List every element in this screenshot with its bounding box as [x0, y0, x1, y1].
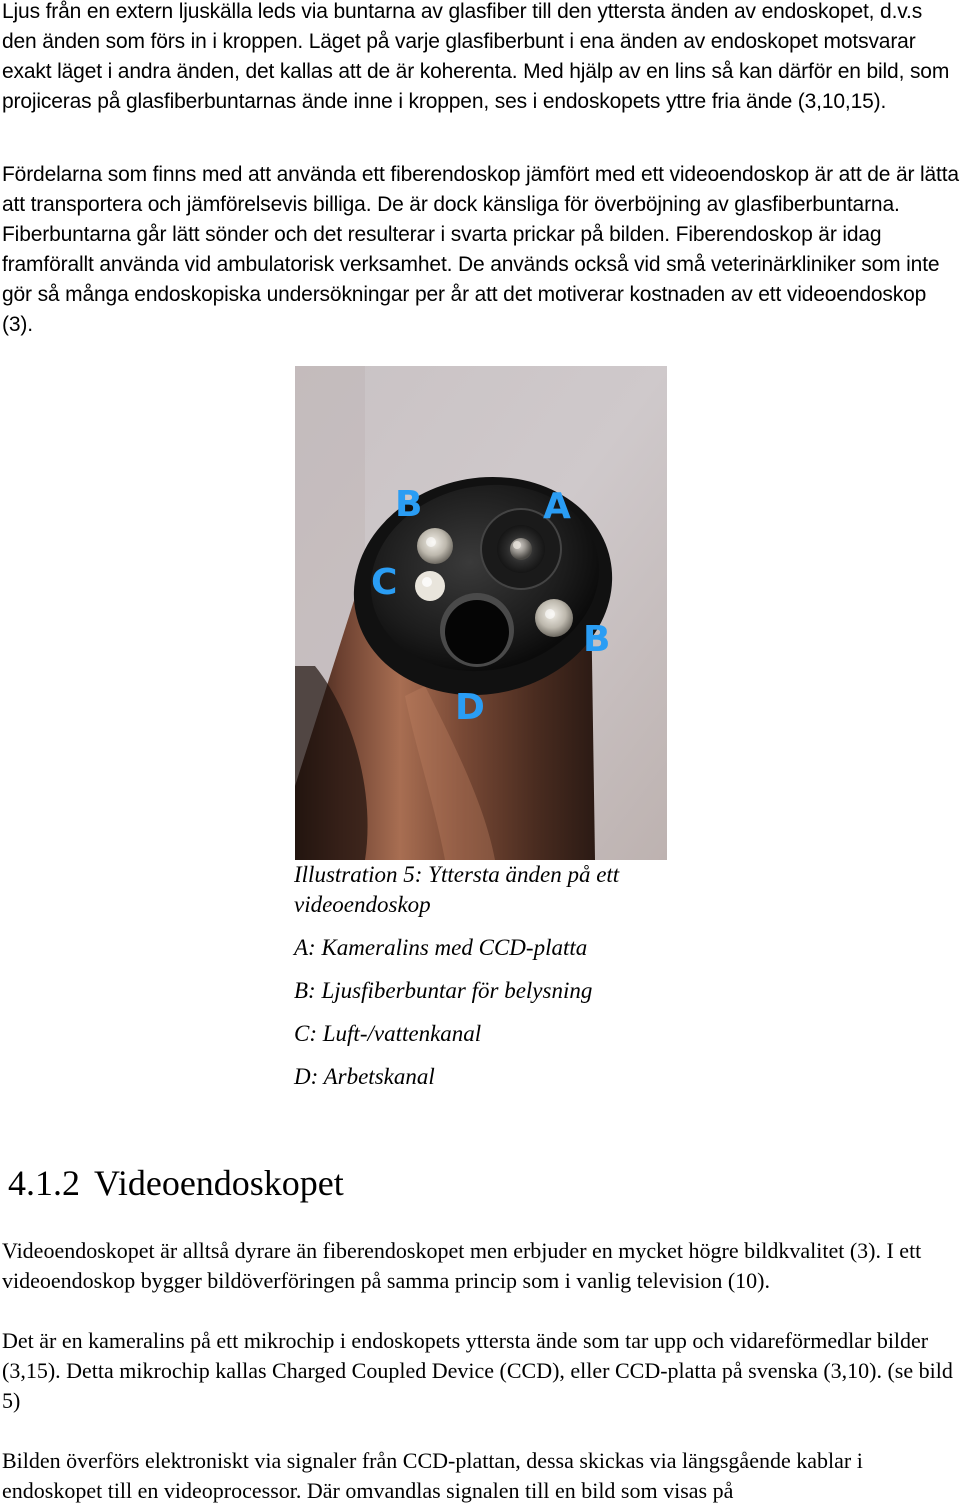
label-b-left: B	[395, 484, 423, 525]
label-a: A	[543, 486, 571, 527]
caption-title: Illustration 5: Yttersta änden på ett videoendoskop	[294, 862, 620, 917]
paragraph-video-signal: Bilden överförs elektroniskt via signaler från CCD-plattan, dessa skickas via längsgående kablar i endoskopet till en videoprocessor. Där omvandlas signalen till en bild som visas på	[2, 1448, 863, 1503]
legend-item-b: B: Ljusfiberbuntar för belysning	[294, 978, 593, 1003]
paragraph-video-ccd: Det är en kameralins på ett mikrochip i endoskopets yttersta ände som tar upp och vidareförmedlar bilder (3,15). Detta mikrochip kallas Charged Coupled Device (CCD), eller CCD-platta på svenska (3,10). (se bild 5)	[2, 1328, 953, 1413]
section-title: Videoendoskopet	[94, 1163, 344, 1203]
legend-item-d: D: Arbetskanal	[294, 1064, 435, 1089]
label-b-right: B	[583, 619, 611, 660]
section-number: 4.1.2	[8, 1163, 80, 1203]
paragraph-fiber-principle: Ljus från en extern ljuskälla leds via buntarna av glasfiber till den yttersta änden av endoskopet, d.v.s den änden som förs in i kroppen. Läget på varje glasfiberbunt i ena änden av endoskopet motsvarar exakt läget i andra änden, det kallas att de är koherenta. Med hjälp av en lins så kan därför en bild, som projiceras på glasfiberbuntarnas ände inne i kroppen, ses i endoskopets yttre fria ände (3,10,15).	[2, 0, 950, 113]
legend-item-a: A: Kameralins med CCD-platta	[294, 935, 588, 960]
paragraph-video-cost: Videoendoskopet är alltså dyrare än fiberendoskopet men erbjuder en mycket högre bildkvalitet (3). I ett videoendoskop bygger bildöverföringen på samma princip som i vanlig television (10).	[2, 1238, 922, 1293]
legend-item-c: C: Luft-/vattenkanal	[294, 1021, 482, 1046]
label-c: C	[371, 562, 398, 603]
section-heading	[8, 1157, 344, 1209]
label-d: D	[455, 687, 485, 728]
figure-caption	[294, 860, 694, 1105]
endoscope-tip-photo	[295, 366, 667, 860]
paragraph-fiber-advantages: Fördelarna som finns med att använda ett fiberendoskop jämfört med ett videoendoskop är att de är lätta att transportera och jämförelsevis billiga. De är dock känsliga för överböjning av glasfiberbuntarna. Fiberbuntarna går lätt sönder och det resulterar i svarta prickar på bilden. Fiberendoskop är idag framförallt använda vid ambulatorisk verksamhet. De används också vid små veterinärkliniker som inte gör så många endoskopiska undersökningar per år att det motiverar kostnaden av ett videoendoskop (3).	[2, 163, 959, 336]
